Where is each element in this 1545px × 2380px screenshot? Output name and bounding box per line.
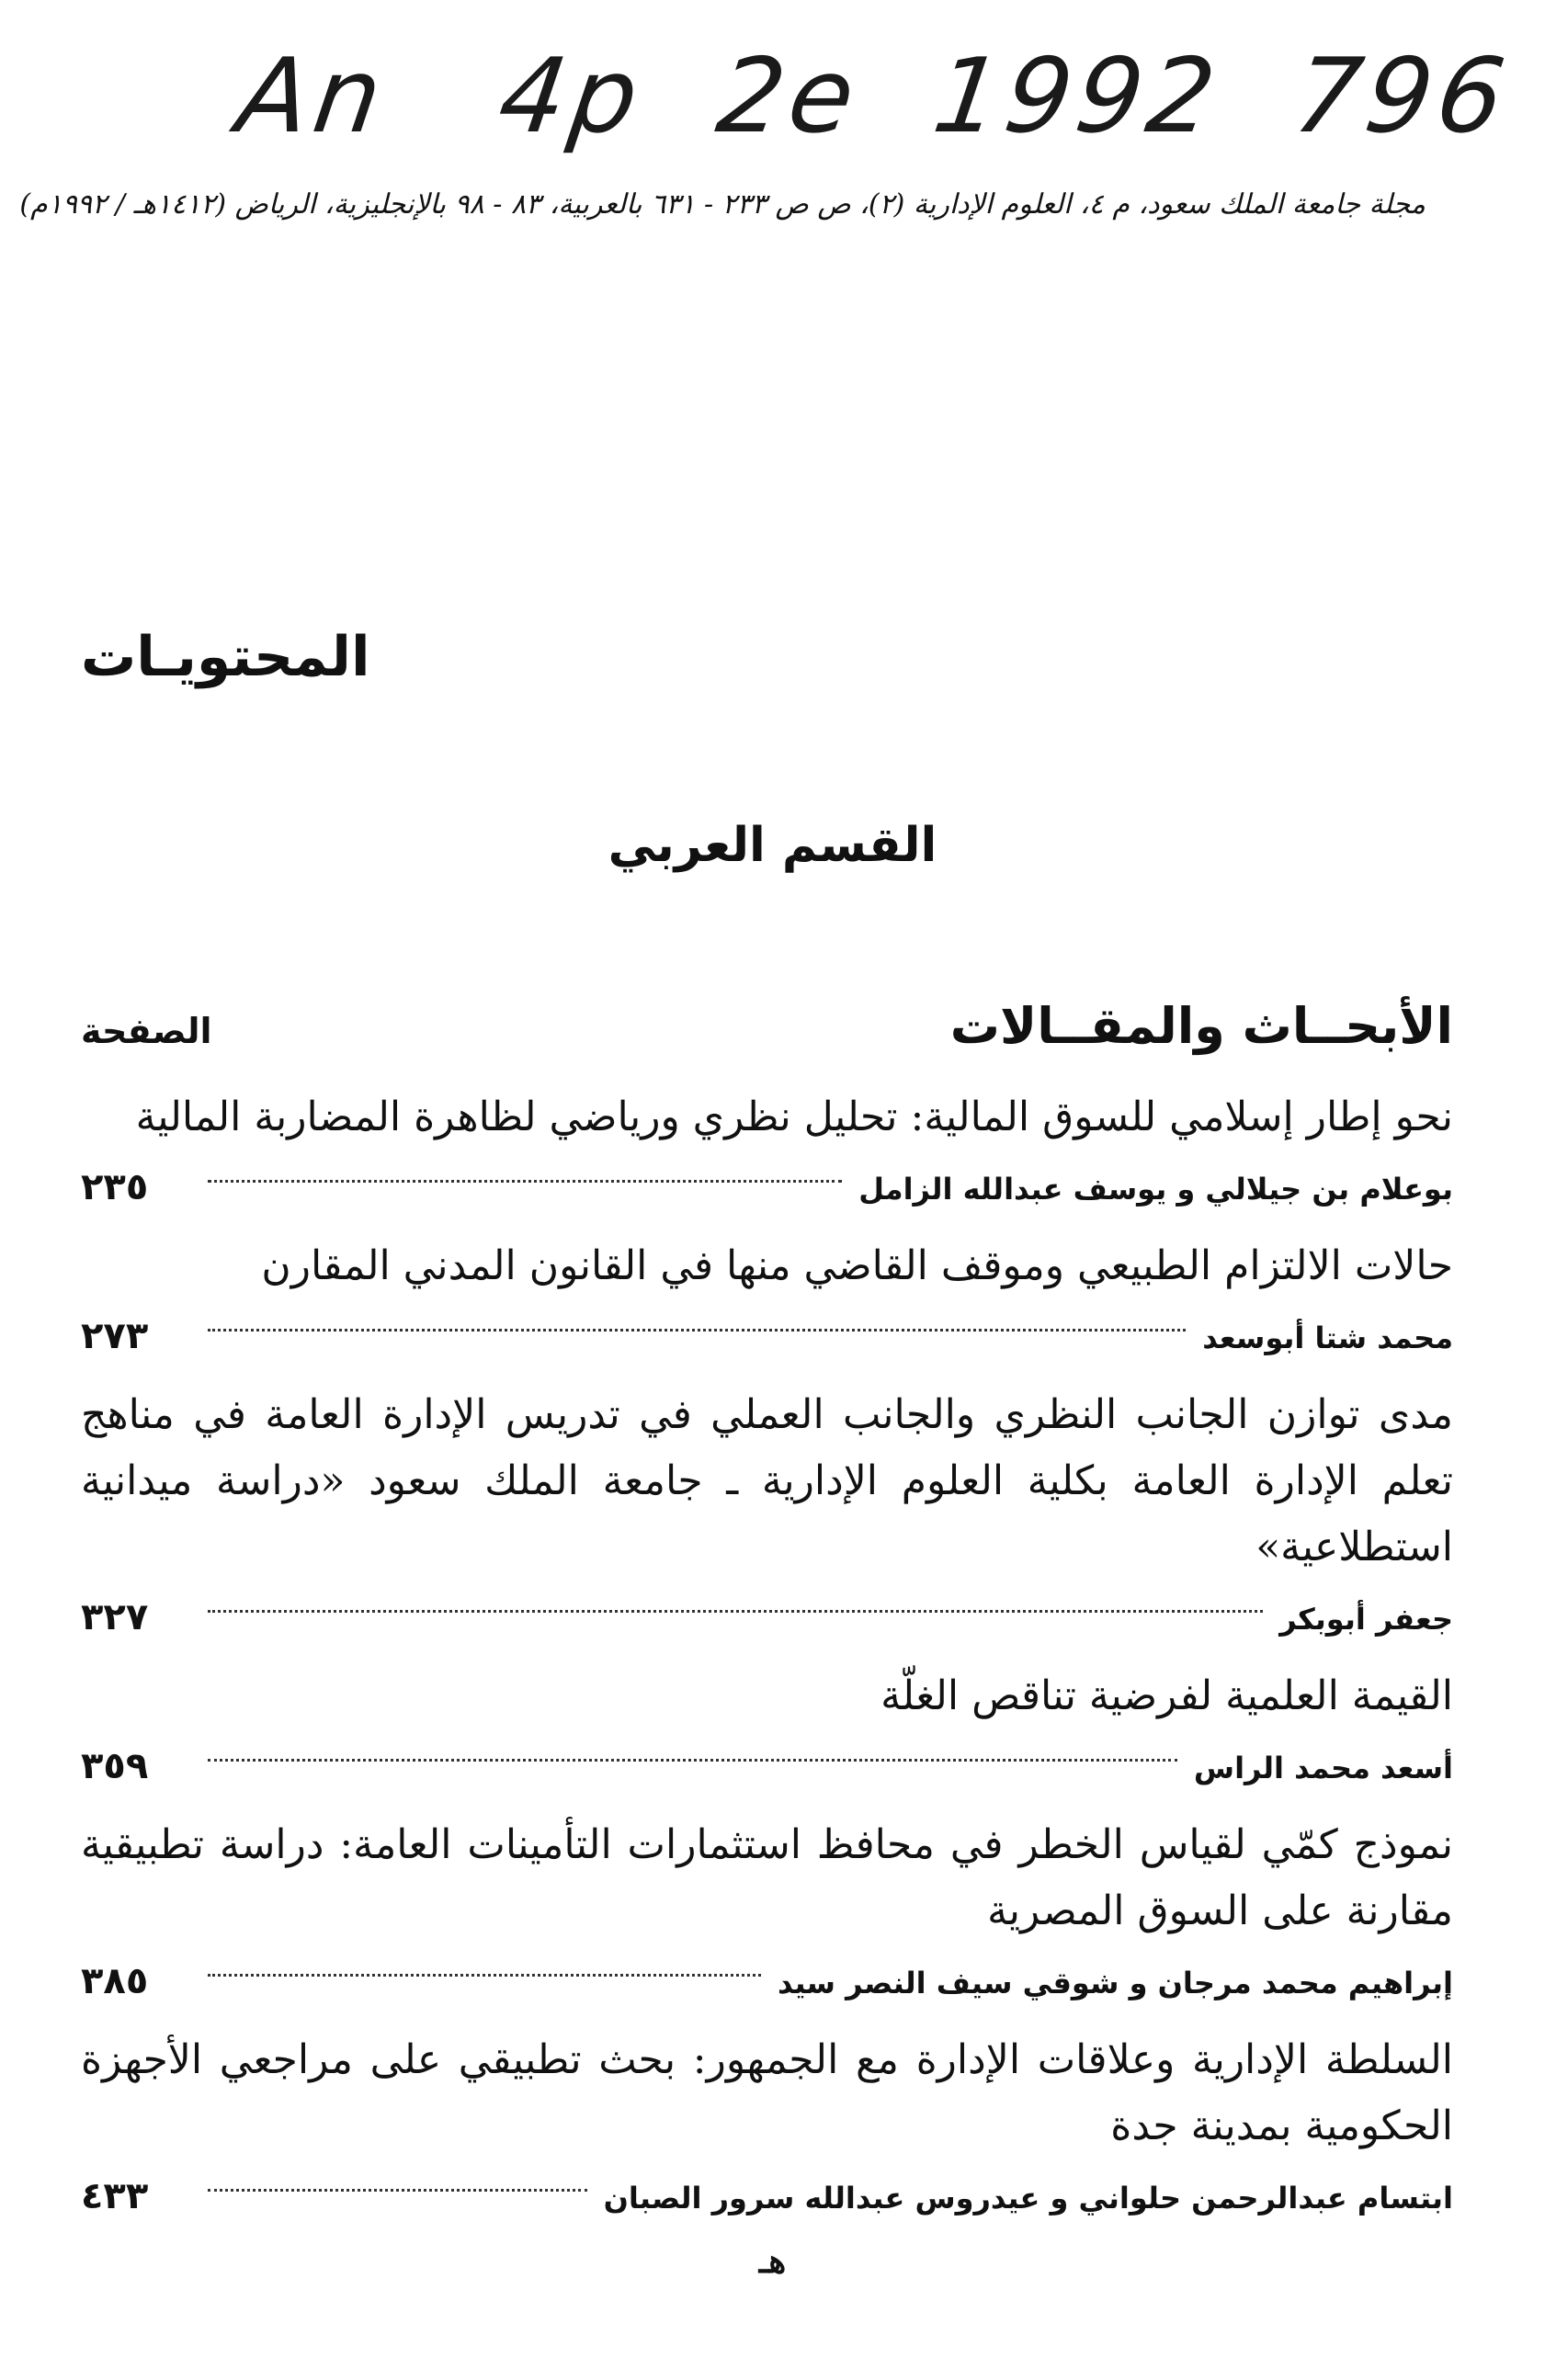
toc-list xyxy=(81,1084,1453,2242)
folio-page-letter: هـ xyxy=(758,2242,787,2281)
dot-leader xyxy=(208,1759,1177,1762)
article-page-number: ٤٣٣ xyxy=(81,2175,149,2217)
article-page-number: ٣٥٩ xyxy=(81,1745,149,1787)
handwritten-catalog-mark: An 4p 2e 1992 796 xyxy=(230,37,1517,156)
article-page-number: ٣٢٧ xyxy=(81,1596,149,1638)
article-authors: أسعد محمد الراس xyxy=(1193,1751,1453,1785)
toc-entry xyxy=(81,1382,1453,1654)
article-title: القيمة العلمية لفرضية تناقص الغلّة xyxy=(880,1672,1453,1719)
toc-entry xyxy=(81,1663,1453,1803)
author-row xyxy=(81,1150,1453,1224)
article-authors: بوعلام بن جيلالي و يوسف عبدالله الزامل xyxy=(858,1172,1453,1207)
author-row xyxy=(81,1729,1453,1803)
dot-leader xyxy=(208,2189,587,2192)
article-authors: جعفر أبوبكر xyxy=(1279,1602,1453,1637)
article-title: السلطة الإدارية وعلاقات الإدارة مع الجمهور: بحث تطبيقي على مراجعي الأجهزة الحكومية بمدينة جدة xyxy=(81,2036,1453,2149)
dot-leader xyxy=(208,1329,1186,1332)
author-row xyxy=(81,1299,1453,1373)
arabic-section-title: القسم العربي xyxy=(608,818,937,873)
page-column-header: الصفحة xyxy=(81,1011,212,1051)
contents-title: المحتويـات xyxy=(81,625,370,689)
article-authors: إبراهيم محمد مرجان و شوقي سيف النصر سيد xyxy=(778,1966,1453,2000)
toc-entry xyxy=(81,2027,1453,2233)
article-title: نحو إطار إسلامي للسوق المالية: تحليل نظري ورياضي لظاهرة المضاربة المالية xyxy=(135,1094,1453,1140)
article-title: حالات الالتزام الطبيعي وموقف القاضي منها في القانون المدني المقارن xyxy=(261,1242,1453,1289)
author-row xyxy=(81,1944,1453,2018)
toc-entry xyxy=(81,1084,1453,1224)
toc-entry xyxy=(81,1233,1453,1373)
author-row xyxy=(81,1581,1453,1654)
article-page-number: ٣٨٥ xyxy=(81,1960,149,2002)
article-page-number: ٢٧٣ xyxy=(81,1315,149,1357)
toc-entry xyxy=(81,1812,1453,2018)
article-title: نموذج كمّي لقياس الخطر في محافظ استثمارات التأمينات العامة: دراسة تطبيقية مقارنة على السوق المصرية xyxy=(81,1821,1453,1934)
article-authors: ابتسام عبدالرحمن حلواني و عيدروس عبدالله سرور الصبان xyxy=(603,2181,1453,2216)
article-page-number: ٢٣٥ xyxy=(81,1166,149,1208)
articles-header: الأبحــاث والمقــالات xyxy=(949,997,1453,1055)
dot-leader xyxy=(208,1180,842,1183)
article-title: مدى توازن الجانب النظري والجانب العملي في تدريس الإدارة العامة في مناهج تعلم الإدارة العامة بكلية العلوم الإدارية ـ جامعة الملك سعود «دراسة ميدانية استطلاعية» xyxy=(81,1391,1453,1570)
dot-leader xyxy=(208,1610,1263,1613)
dot-leader xyxy=(208,1974,761,1977)
author-row xyxy=(81,2159,1453,2233)
journal-reference-line: مجلة جامعة الملك سعود، م ٤، العلوم الإدارية (٢)، ص ص ٢٣٣ - ٦٣١ بالعربية، ٨٣ - ٩٨ بالإنجليزية، الرياض (١٤١٢هـ / ١٩٩٢م) xyxy=(19,188,1426,221)
toc-header-row xyxy=(81,997,1453,1055)
article-authors: محمد شتا أبوسعد xyxy=(1202,1320,1453,1355)
